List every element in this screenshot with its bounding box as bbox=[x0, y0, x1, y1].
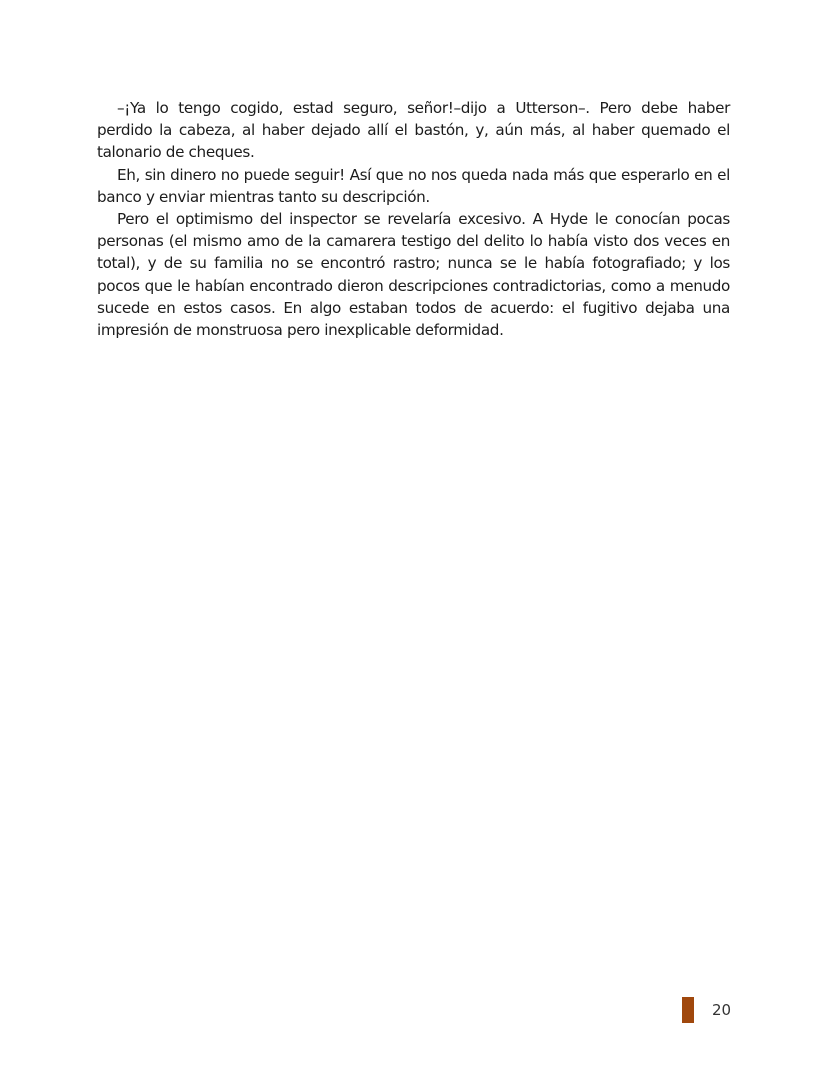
page-marker-bar bbox=[682, 997, 694, 1023]
paragraph-2: Eh, sin dinero no puede seguir! Así que no nos queda nada más que esperarlo en el banco y enviar mientras tanto su descripción. bbox=[97, 165, 730, 206]
page-number: 20 bbox=[712, 1001, 732, 1019]
paragraph-3: Pero el optimismo del inspector se revelaría excesivo. A Hyde le conocían pocas personas (el mismo amo de la camarera testigo del delito lo había visto dos veces en total), y de su familia no se encontró rastro; nunca se le había fotografiado; y los pocos que le habían encontrado dieron descripciones contradictorias, como a menudo sucede en estos casos. En algo estaban todos de acuerdo: el fugitivo dejaba una impresión de monstruosa pero inexplicable deformidad. bbox=[97, 210, 730, 340]
page-footer bbox=[682, 997, 731, 1023]
page-body bbox=[97, 97, 730, 341]
paragraph-1: –¡Ya lo tengo cogido, estad seguro, señor!–dijo a Utterson–. Pero debe haber perdido la cabeza, al haber dejado allí el bastón, y, aún más, al haber quemado el talonario de cheques. bbox=[97, 99, 730, 162]
